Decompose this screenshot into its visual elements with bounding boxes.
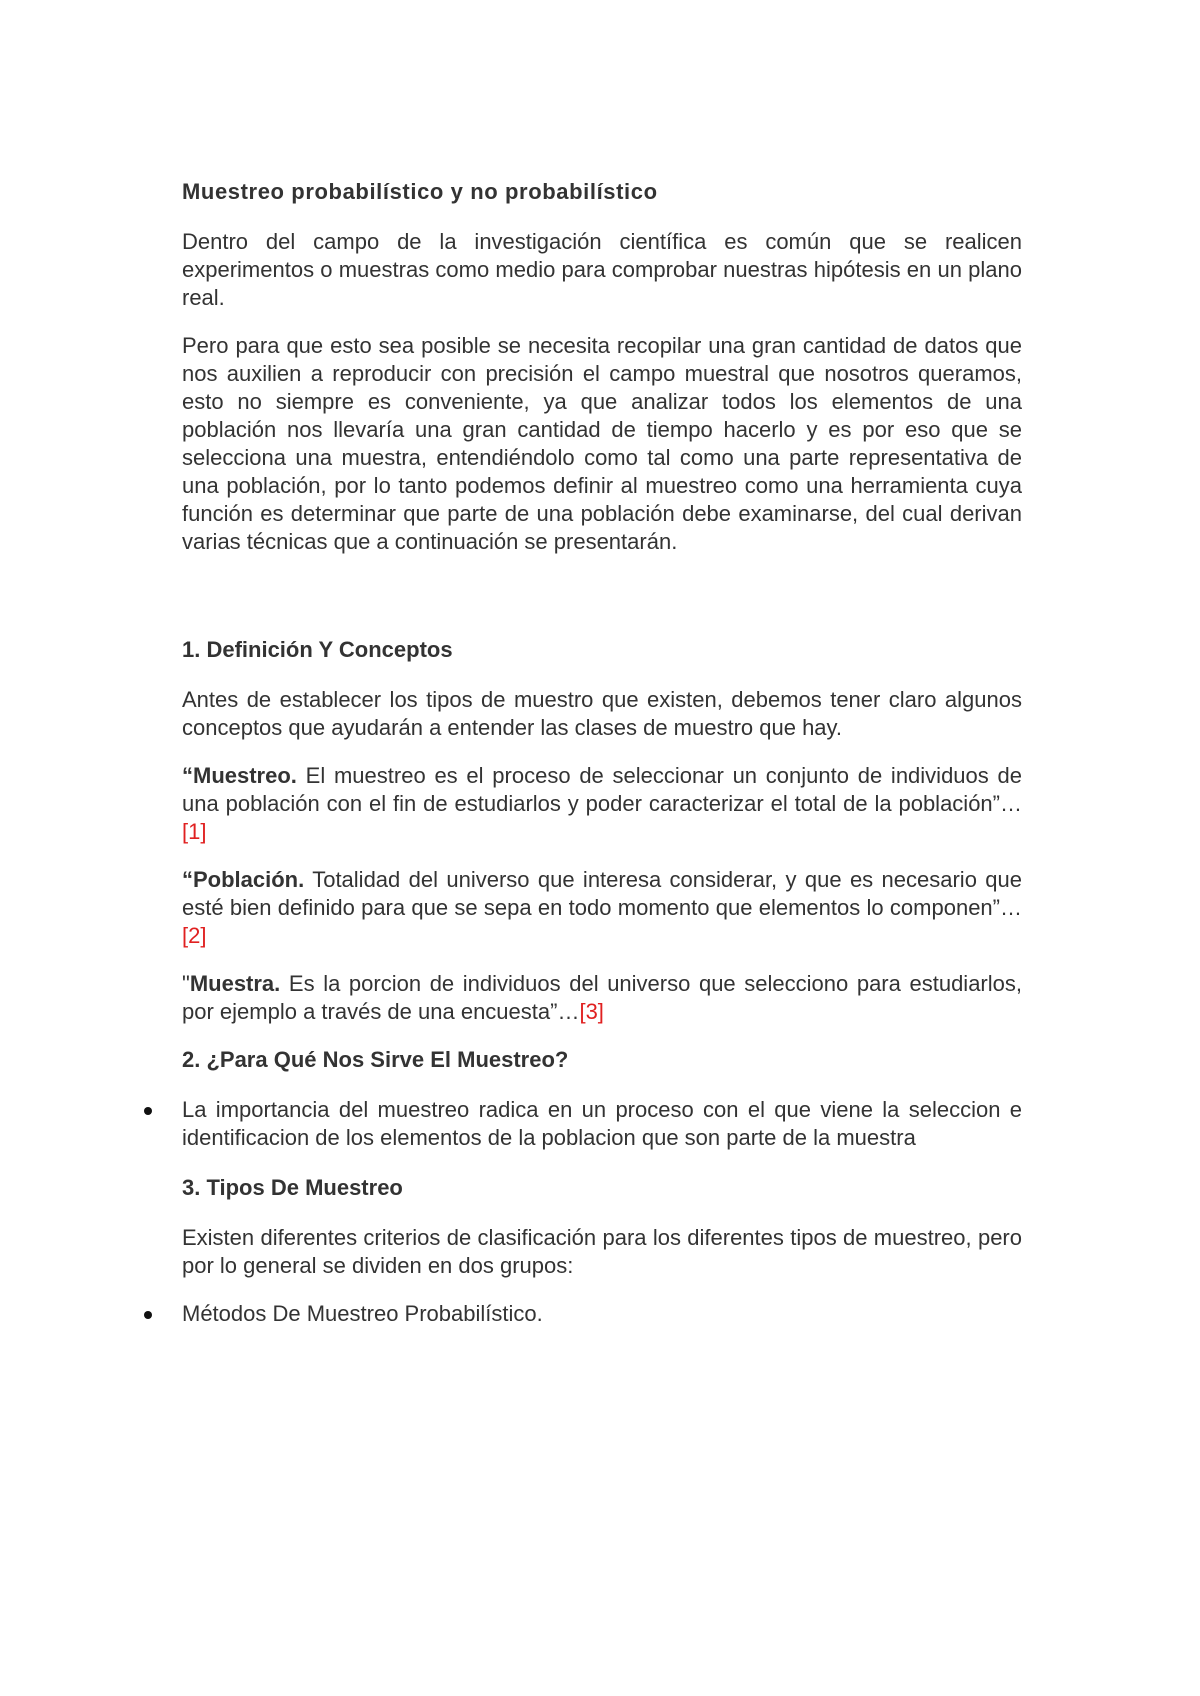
definitions-intro: Antes de establecer los tipos de muestro que existen, debemos tener claro algunos conceptos que ayudarán a entender las clases de muestro que hay.	[182, 687, 1022, 740]
definition-term: “Población.	[182, 867, 305, 892]
definition-muestreo	[182, 762, 1022, 846]
definition-poblacion	[182, 866, 1022, 950]
document-page	[182, 178, 1022, 1350]
purpose-list	[182, 1096, 1022, 1152]
intro-paragraph-2: Pero para que esto sea posible se necesita recopilar una gran cantidad de datos que nos auxilien a reproducir con precisión el campo muestral que nosotros queramos, esto no siempre es conveniente, ya que analizar todos los elementos de una población nos llevaría una gran cantidad de tiempo hacerlo y es por eso que se selecciona una muestra, entendiéndolo como tal como una parte representativa de una población, por lo tanto podemos definir al muestreo como una herramienta cuya función es determinar que parte de una población debe examinarse, del cual derivan varias técnicas que a continuación se presentarán.	[182, 333, 1022, 554]
footnote-link-1[interactable]: [1]	[182, 819, 207, 844]
definition-text: Totalidad del universo que interesa considerar, y que es necesario que esté bien definido para que se sepa en todo momento que elementos lo componen”…	[182, 867, 1022, 920]
list-item-text: Métodos De Muestreo Probabilístico.	[182, 1301, 543, 1326]
list-item	[182, 1300, 1022, 1328]
spacer	[182, 576, 1022, 636]
list-item-text: La importancia del muestreo radica en un proceso con el que viene la seleccion e identificacion de los elementos de la poblacion que son parte de la muestra	[182, 1097, 1022, 1150]
list-item	[182, 1096, 1022, 1152]
types-intro: Existen diferentes criterios de clasificación para los diferentes tipos de muestreo, pero por lo general se dividen en dos grupos:	[182, 1225, 1022, 1278]
definition-term: “Muestreo.	[182, 763, 297, 788]
footnote-link-2[interactable]: [2]	[182, 923, 207, 948]
bullet-icon	[144, 1311, 152, 1319]
definition-quote: "	[182, 971, 190, 996]
document-title: Muestreo probabilístico y no probabilístico	[182, 179, 658, 204]
bullet-icon	[144, 1107, 152, 1115]
definition-text: Es la porcion de individuos del universo que selecciono para estudiarlos, por ejemplo a través de una encuesta”…	[182, 971, 1022, 1024]
intro-paragraph-1: Dentro del campo de la investigación científica es común que se realicen experimentos o muestras como medio para comprobar nuestras hipótesis en un plano real.	[182, 229, 1022, 310]
footnote-link-3[interactable]: [3]	[579, 999, 604, 1024]
section-heading-purpose: 2. ¿Para Qué Nos Sirve El Muestreo?	[182, 1047, 569, 1072]
section-heading-definitions: 1. Definición Y Conceptos	[182, 637, 453, 662]
definition-text: El muestreo es el proceso de seleccionar un conjunto de individuos de una población con el fin de estudiarlos y poder caracterizar el total de la población”…	[182, 763, 1022, 816]
definition-muestra	[182, 970, 1022, 1026]
section-heading-types: 3. Tipos De Muestreo	[182, 1175, 403, 1200]
definition-term: Muestra.	[189, 971, 281, 996]
types-list	[182, 1300, 1022, 1328]
